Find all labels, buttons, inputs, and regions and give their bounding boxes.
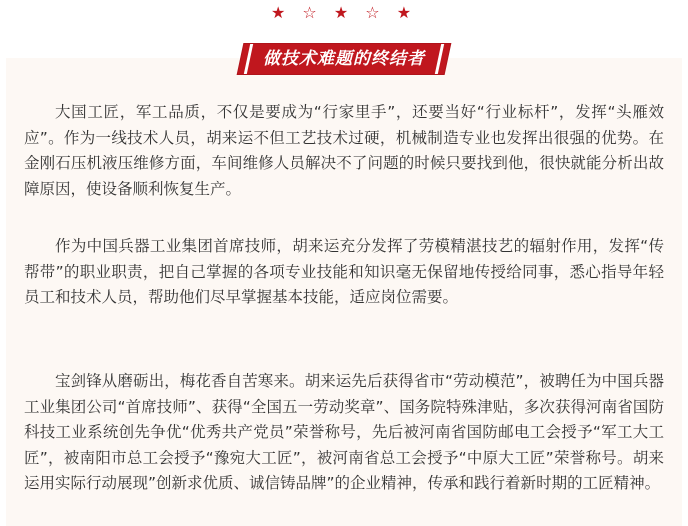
star-icon: ★ — [396, 3, 418, 22]
section-heading — [0, 44, 688, 74]
paragraph: 宝剑锋从磨砺出，梅花香自苦寒来。胡来运先后获得省市“劳动模范”，被聘任为中国兵器工业集团公司“首席技师”、获得“全国五一劳动奖章”、国务院特殊津贴，多次获得河南省国防科技工业系统创先争优“优秀共产党员”荣誉称号，先后被河南省国防邮电工会授予“军工大工匠”，被南阳市总工会授予“豫宛大工匠”，被河南省总工会授予“中原大工匠”荣誉称号。胡来运用实际行动展现”创新求优质、诚信铸品牌”的企业精神，传承和践行着新时期的工匠精神。 — [24, 372, 664, 492]
paragraph: 大国工匠，军工品质，不仅是要成为“行家里手”，还要当好“行业标杆”，发挥“头雁效应”。作为一线技术人员，胡来运不但工艺技术过硬，机械制造专业也发挥出很强的优势。在金刚石压机液压维修方面，车间维修人员解决不了问题的时候只要找到他，很快就能分析出故障原因，使设备顺利恢复生产。 — [24, 103, 664, 198]
star-icon: ★ — [270, 3, 292, 22]
star-icon: ★ — [333, 3, 355, 22]
star-outline-icon: ☆ — [302, 3, 323, 22]
title-banner — [238, 44, 450, 74]
paragraph: 作为中国兵器工业集团首席技师，胡来运充分发挥了劳模精湛技艺的辐射作用，发挥“传帮带”的职业职责，把自己掌握的各项专业技能和知识毫无保留地传授给同事，悉心指导年轻员工和技术人员，帮助他们尽早掌握基本技能，适应岗位需要。 — [24, 237, 664, 306]
star-row — [0, 4, 688, 22]
section-title: 做技术难题的终结者 — [263, 49, 425, 69]
star-outline-icon: ☆ — [365, 3, 386, 22]
